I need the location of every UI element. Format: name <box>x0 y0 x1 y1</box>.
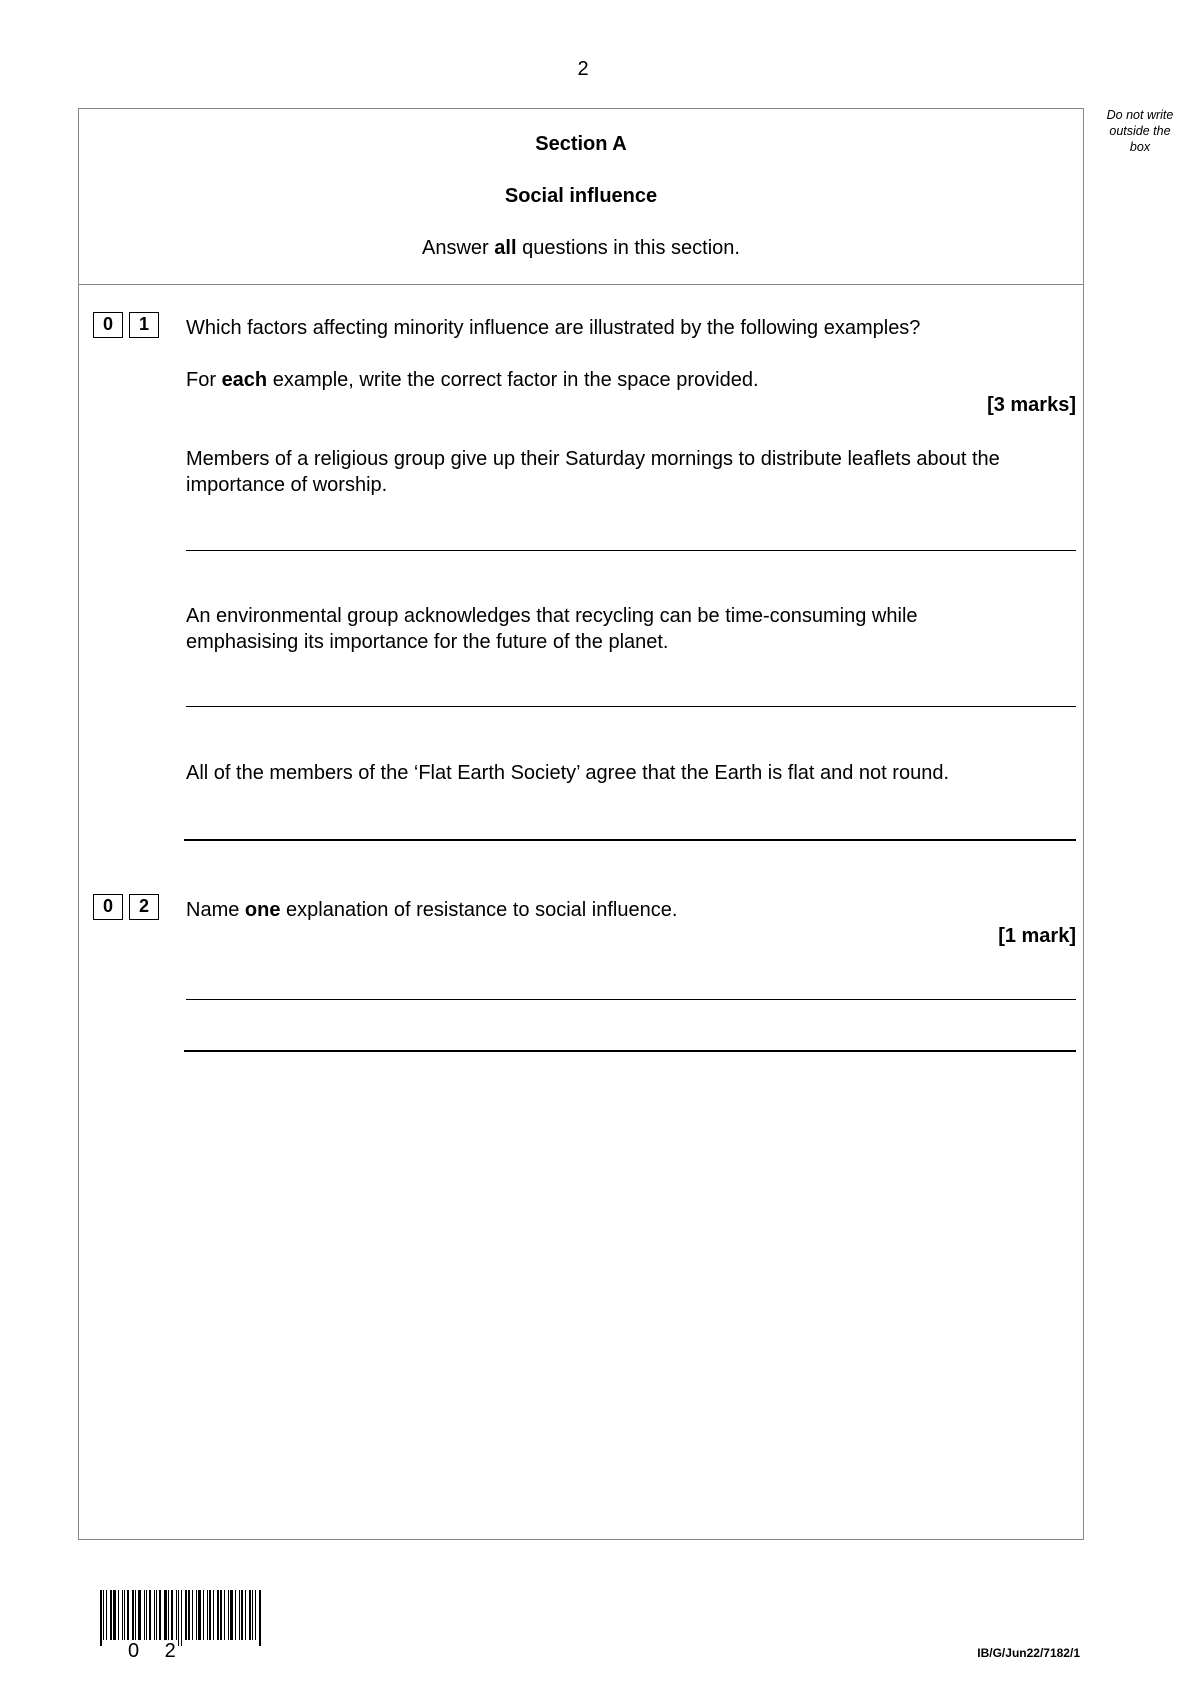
barcode-bar <box>164 1590 167 1640</box>
barcode-bar <box>146 1590 147 1640</box>
answer-line[interactable] <box>186 550 1076 551</box>
answer-line[interactable] <box>186 706 1076 707</box>
barcode-bar <box>198 1590 201 1640</box>
barcode-bar <box>241 1590 243 1640</box>
page-number: 2 <box>577 58 589 80</box>
barcode-bar <box>127 1590 129 1640</box>
instruction-emphasis: all <box>494 237 517 259</box>
barcode-bar <box>113 1590 116 1640</box>
barcode-bar <box>178 1590 179 1646</box>
barcode-bar <box>138 1590 141 1640</box>
barcode-bar <box>213 1590 214 1640</box>
margin-note-line: outside the <box>1109 124 1171 138</box>
barcode-bar <box>171 1590 173 1640</box>
barcode-bar <box>188 1590 190 1640</box>
barcode-bar <box>181 1590 182 1646</box>
barcode-bar <box>230 1590 233 1640</box>
question-number-digit: 1 <box>129 312 159 338</box>
q1-instruction <box>186 367 1086 393</box>
barcode-bar <box>220 1590 222 1640</box>
barcode-bar <box>118 1590 119 1640</box>
barcode-bar <box>132 1590 134 1640</box>
barcode-bar <box>217 1590 219 1640</box>
barcode-bar <box>124 1590 125 1640</box>
question-number-01 <box>93 312 159 338</box>
barcode-bar <box>252 1590 253 1640</box>
barcode-bar <box>156 1590 157 1640</box>
answer-line[interactable] <box>186 999 1076 1000</box>
barcode-bar <box>154 1590 155 1640</box>
barcode-bar <box>110 1590 112 1640</box>
barcode-bar <box>209 1590 211 1640</box>
q1-instruction-emphasis: each <box>221 369 268 391</box>
question-number-digit: 0 <box>93 312 123 338</box>
q1-example-2: An environmental group acknowledges that recycling can be time-consuming while emphasising its importance for the future of the planet. <box>186 605 918 653</box>
barcode-bar <box>168 1590 169 1640</box>
paper-code: IB/G/Jun22/7182/1 <box>977 1646 1080 1660</box>
margin-note <box>1090 107 1190 155</box>
q2-stem-emphasis: one <box>244 899 281 921</box>
barcode-bar <box>135 1590 136 1640</box>
q1-example-3: All of the members of the ‘Flat Earth Society’ agree that the Earth is flat and not round. <box>186 762 949 784</box>
q2-stem-text: Name <box>186 899 245 921</box>
barcode-bar <box>122 1590 123 1640</box>
barcode-bar <box>103 1590 104 1640</box>
q1-marks: [3 marks] <box>987 394 1076 416</box>
instruction-text: Answer <box>422 237 495 259</box>
barcode <box>100 1590 262 1645</box>
barcode-bar <box>159 1590 161 1640</box>
answer-line[interactable] <box>184 839 1076 841</box>
question-number-digit: 2 <box>129 894 159 920</box>
barcode-bar <box>249 1590 251 1640</box>
q1-example-1: Members of a religious group give up their Saturday mornings to distribute leaflets about the importance of worship. <box>186 448 1000 496</box>
answer-line[interactable] <box>184 1050 1076 1052</box>
q2-stem-text: explanation of resistance to social influence. <box>280 899 678 921</box>
margin-note-line: box <box>1129 140 1151 154</box>
q2-marks: [1 mark] <box>998 925 1076 947</box>
section-header-divider <box>78 284 1084 285</box>
barcode-bar <box>144 1590 145 1640</box>
barcode-bar <box>207 1590 208 1640</box>
barcode-bar <box>149 1590 151 1640</box>
barcode-bar <box>235 1590 236 1640</box>
barcode-bar <box>224 1590 225 1640</box>
barcode-bar <box>228 1590 229 1640</box>
barcode-bar <box>106 1590 107 1640</box>
barcode-bar <box>176 1590 177 1640</box>
instruction-text: questions in this section. <box>516 237 740 259</box>
barcode-digits: 0 2 <box>128 1640 186 1662</box>
section-subtitle: Social influence <box>504 185 658 207</box>
section-title: Section A <box>535 133 627 155</box>
barcode-bar <box>255 1590 256 1640</box>
q1-stem: Which factors affecting minority influence are illustrated by the following examples? <box>186 317 921 339</box>
q2-stem <box>186 897 1086 923</box>
barcode-bar <box>185 1590 187 1640</box>
question-number-02 <box>93 894 159 920</box>
barcode-bar <box>259 1590 261 1646</box>
margin-note-line: Do not write <box>1106 108 1174 122</box>
barcode-bar <box>100 1590 102 1646</box>
section-instruction <box>78 237 1084 260</box>
q1-instruction-text: For <box>186 369 222 391</box>
barcode-bar <box>192 1590 193 1640</box>
barcode-bar <box>245 1590 246 1640</box>
barcode-bar <box>203 1590 204 1640</box>
barcode-bar <box>196 1590 197 1640</box>
question-number-digit: 0 <box>93 894 123 920</box>
q1-instruction-text: example, write the correct factor in the space provided. <box>267 369 759 391</box>
barcode-bar <box>239 1590 240 1640</box>
